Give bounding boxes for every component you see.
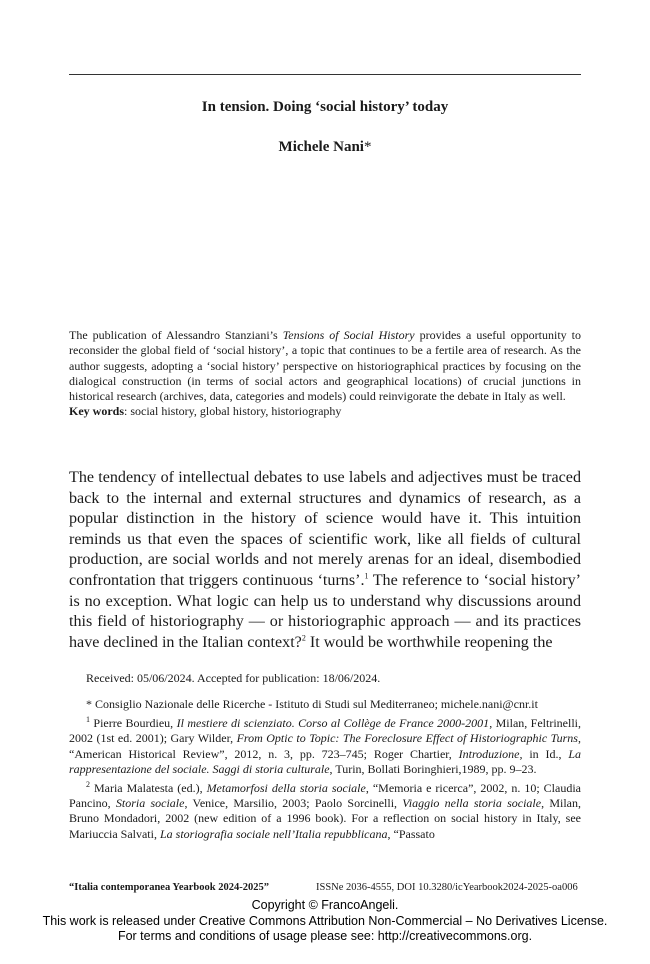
license-line: This work is released under Creative Commons Attribution Non-Commercial – No Derivatives License.: [42, 913, 608, 928]
article-author: [69, 139, 581, 156]
abstract-book-title: Tensions of Social History: [282, 328, 415, 342]
footnote-1: [69, 716, 581, 777]
abstract: [69, 328, 581, 420]
license-notice: [0, 898, 650, 945]
author-name: Michele Nani: [278, 139, 364, 155]
terms-line: For terms and conditions of usage please see: http://creativecommons.org.: [117, 929, 533, 943]
footnote-text: Pierre Bourdieu,: [90, 716, 177, 731]
keywords-label: Key words: [69, 404, 124, 419]
footnote-number: 1: [86, 715, 90, 725]
footnote-text: Maria Malatesta (ed.),: [90, 781, 207, 796]
footnote-text: in Id.,: [522, 746, 569, 761]
abstract-text: [69, 328, 581, 404]
keywords-list: : social history, global history, historiography: [124, 404, 342, 419]
abstract-text-part: The publication of Alessandro Stanziani’s: [69, 328, 283, 342]
footnote-title: La rappresentazione del sociale. Saggi di storia culturale: [69, 746, 581, 776]
author-footnote-mark: *: [363, 139, 372, 155]
copyright-line: Copyright © FrancoAngeli.: [251, 898, 399, 912]
footnote-title: La storiografia sociale nell’Italia repubblicana: [159, 826, 388, 841]
header-rule: [69, 74, 581, 75]
footnote-ref-1[interactable]: 1: [364, 571, 369, 581]
received-dates: Received: 05/06/2024. Accepted for publication: 18/06/2024.: [86, 671, 381, 685]
footnote-title: Introduzione,: [458, 746, 523, 761]
footnote-text: , “American Historical Review”, 2012, n. 3, pp. 723–745; Roger Chartier,: [69, 731, 581, 761]
footnote-title: Il mestiere di scienziato. Corso al Collège de France 2000-2001: [176, 716, 490, 731]
footnote-title: From Optic to Topic: The Foreclosure Effect of Historiographic Turns: [236, 731, 578, 746]
keywords: [69, 404, 581, 419]
footnote-text: , Milan, Bruno Mondadori, 2002 (new edition of a 1996 book). For a reflection on social history in Italy, see Mariuccia Salvati,: [69, 796, 582, 841]
body-text-part: The reference to ‘social history’ is no exception. What logic can help us to understand why discussions around this field of historiography — or historiographic approach — and its practices have declined in the Italian context?: [69, 571, 582, 651]
body-text-part: The tendency of intellectual debates to use labels and adjectives must be traced back to the internal and external structures and dynamics of research, as a popular distinction in the history of science would have it. This intuition reminds us that even the spaces of scientific work, like all fields of cultural production, are social worlds and not merely arenas for an ideal, disembodied confrontation that triggers continuous ‘turns’.: [69, 469, 581, 589]
body-text: [69, 468, 581, 653]
footnote-title: Storia sociale: [115, 796, 185, 811]
footnote-number: 2: [86, 780, 90, 790]
abstract-text-part: provides a useful opportunity to reconsider the global field of ‘social history’, a topic that continues to be a fertile area of research. As the author suggests, adopting a ‘social history’ perspective on historiographical practices by focusing on the dialogical construction (in terms of social actors and geographical locations) of crucial junctions in historical research (archives, data, categories and models) could reinvigorate the debate in Italy as well.: [69, 328, 581, 404]
footnote-title: Viaggio nella storia sociale: [402, 796, 542, 811]
footnote-2: [69, 781, 581, 842]
body-paragraph: [69, 468, 581, 653]
affiliation-note: * Consiglio Nazionale delle Ricerche - Istituto di Studi sul Mediterraneo; michele.nani@cnr.it: [86, 697, 538, 711]
footnote-text: , Milan, Feltrinelli, 2002 (1st ed. 2001); Gary Wilder,: [69, 716, 582, 746]
footnote-text: , Venice, Marsilio, 2003; Paolo Sorcinelli,: [184, 796, 403, 811]
footnote-text: , “Memoria e ricerca”, 2002, n. 10; Claudia Pancino,: [69, 781, 581, 811]
footnote-text: , “Passato: [387, 826, 435, 841]
footnote-title: Metamorfosi della storia sociale: [206, 781, 366, 796]
footnote-text: , Turin, Bollati Boringhieri,1989, pp. 9–23.: [329, 761, 537, 776]
journal-name: “Italia contemporanea Yearbook 2024-2025”: [69, 882, 269, 893]
footnote-ref-2[interactable]: 2: [301, 633, 306, 643]
issn-doi: ISSNe 2036-4555, DOI 10.3280/icYearbook2024-2025-oa006: [316, 882, 578, 893]
body-text-part: It would be worthwhile reopening the: [305, 633, 553, 651]
article-title: In tension. Doing ‘social history’ today: [201, 99, 449, 115]
footnotes: [69, 697, 581, 842]
